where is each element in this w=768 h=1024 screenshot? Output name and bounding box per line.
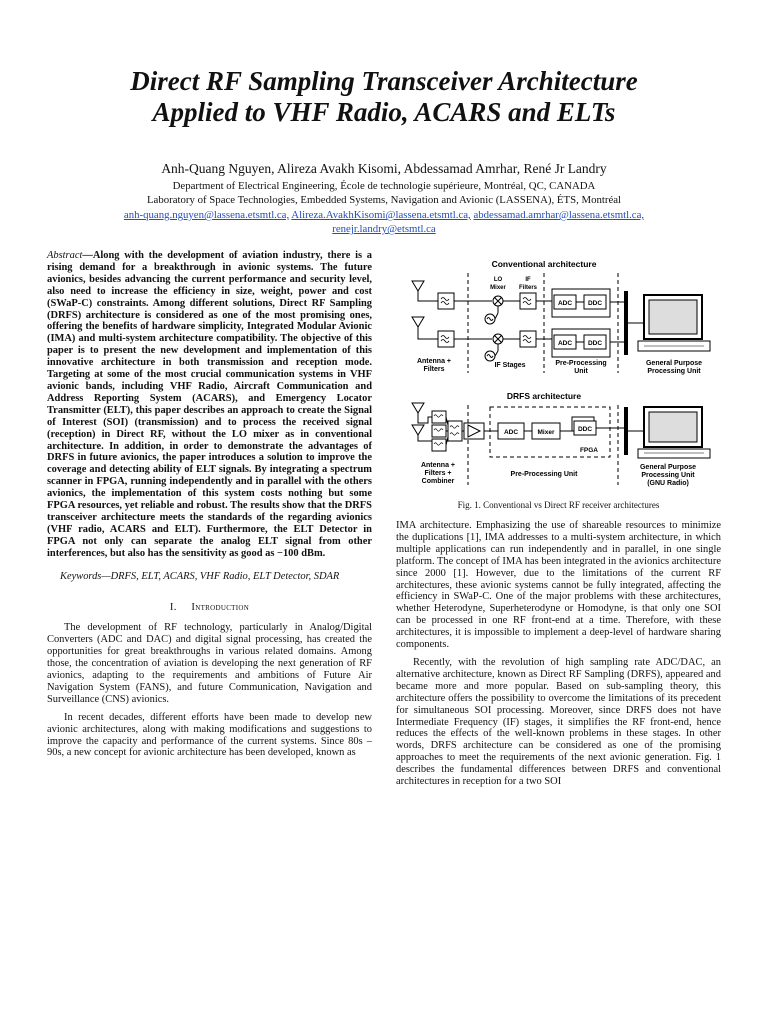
lo-mixer-label-2: Mixer: [490, 285, 506, 291]
drfs-antenna-icons: [412, 403, 432, 441]
section-number: I.: [169, 602, 177, 614]
author-list: Anh-Quang Nguyen, Alireza Avakh Kisomi, Abdessamad Amrhar, René Jr Landry: [161, 161, 607, 176]
email-link[interactable]: anh-quang.nguyen@lassena.etsmtl.ca,: [123, 209, 290, 221]
label-gppu-drfs: General Purpose: [639, 464, 697, 471]
conv-preprocessing-block: [552, 289, 624, 357]
label-if-stages: IF Stages: [494, 362, 526, 369]
drfs-filters: [432, 411, 462, 451]
ddc-label: DDC: [587, 300, 603, 307]
drfs-title: DRFS architecture: [506, 391, 582, 401]
conv-computer-icon: [624, 291, 710, 355]
label-antenna-combiner-3: Combiner: [421, 478, 455, 485]
label-antenna-filters: Antenna +: [416, 358, 452, 365]
drfs-ddc-label: DDC: [577, 426, 593, 433]
label-antenna-combiner: Antenna +: [420, 462, 456, 469]
label-antenna-filters-2: Filters: [423, 366, 445, 373]
abstract-text: —Along with the development of aviation industry, there is a rising demand for a breakthrough in avionic systems. The future avionics, besides advancing the current performance and security level, also need to increase the efficiency in size, weight, power and cost (SWaP-C) constraints. Among different solutions, Direct RF Sampling (DRFS) architecture is considered as one of the most promising ones, offering the benefits of hardware simplicity, Integrated Modular Avionic (IMA) and multi-system architecture compatibility. The objective of this paper is to present the new development and implementation of this innovative architecture in both transmission and reception mode. Targeting at some of the most crucial communication systems in VHF avionic bands, including VHF Radio, Aircraft Communication and Address Reporting System (ACARS), and Emergency Locator Transmitter (ELT), this paper describes an approach to create the Signal of Interest (SOI) (transmission) and to process the received signal (reception) in Direct RF, without the LO mixer as in conventional architecture. In addition, in order to demonstrate the advantages of DRFS in future avionics, the paper introduces a solution to improve the coverage and detecting ability of ELT signals. By integrating a spectrum scanner in FPGA, running independently and in parallel with the others avionics, the implementation of this system costs nothing but some FPGA resources, yet reliable and robust. The results show that the DRFS transceiver architecture meets the standards of the regarding avionics (VHF radio, ACARS and ELT). Furthermore, the ELT Detector in FPGA not only can separate the analog ELT signal from other interferences, but also has the sensitivity as good as −100 dBm.: [47, 250, 372, 559]
label-gppu-drfs-2: Processing Unit: [641, 472, 695, 479]
drfs-mixer-label: Mixer: [537, 429, 555, 436]
intro-paragraph-2: In recent decades, different efforts have been made to develop new avionic architectures, along with making modifications and suggestions to improve the capacity and performance of the current systems. Since 80s – 90s, a new concept for avionic architecture has been developed, known as: [47, 711, 372, 759]
drfs-amplifier-icon: [462, 423, 498, 439]
title-line-2: Applied to VHF Radio, ACARS and ELTs: [152, 97, 616, 127]
conv-rf-filters: [438, 293, 454, 347]
conv-mixers: [454, 296, 520, 361]
author-emails: [0, 208, 768, 236]
drfs-adc-label: ADC: [503, 429, 519, 436]
architecture-diagram: [398, 253, 728, 503]
label-antenna-combiner-2: Filters +: [424, 470, 452, 477]
figure-caption: Fig. 1. Conventional vs Direct RF receiver architectures: [457, 500, 660, 510]
label-preproc-conv: Pre-Processing: [555, 360, 607, 367]
conv-if-filters: [520, 293, 554, 347]
email-link[interactable]: abdessamad.amrhar@lassena.etsmtl.ca,: [473, 209, 645, 221]
email-link[interactable]: renejr.landry@etsmtl.ca: [332, 223, 436, 235]
adc-label: ADC: [557, 340, 573, 347]
adc-label: ADC: [557, 300, 573, 307]
label-gppu-drfs-3: (GNU Radio): [647, 480, 689, 487]
abstract-lead: Abstract: [47, 250, 83, 261]
affiliation-2: Laboratory of Space Technologies, Embedded Systems, Navigation and Avionic (LASSENA), ÉTS, Montréal: [146, 194, 622, 206]
left-column: [47, 250, 372, 765]
paper-title: [0, 66, 768, 128]
label-gppu-conv-2: Processing Unit: [647, 368, 701, 375]
intro-paragraph-1: The development of RF technology, particularly in Analog/Digital Converters (ADC and DAC) and digital signal processing, has created the opportunities for great breakthroughs in various related domains. Among those, the concentration of aviation is developing the next generation of RF avionics, adapting to the requirements and ambitions of Future Air Navigation System (FANS), and future Communication, Navigation and Surveillance (CNS) avionics.: [47, 622, 372, 705]
label-gppu-conv: General Purpose: [645, 360, 703, 367]
right-paragraph-2: Recently, with the revolution of high sampling rate ADC/DAC, an alternative architecture, known as Direct RF Sampling (DRFS), appeared and became more and more popular. Based on sub-sampling theory, this architecture offers the possibility to overcome the limitations of its precedent for simultaneous SOI processing. Moreover, since DRFS does not have Intermediate Frequency (IF) stages, it simplifies the RF front-end, hence reduces the effects of the well-known problems in these stages. In other words, DRFS architecture can be considered as one of the promising approaches to meet the requirements of the next avionic generation. Fig. 1 describes the fundamental differences between DRFS and conventional architectures in reception for a two SOI: [396, 656, 721, 788]
if-filters-label: IF: [525, 277, 531, 283]
right-column: [396, 520, 721, 794]
abstract: [47, 250, 372, 560]
conv-title: Conventional architecture: [491, 259, 597, 269]
email-link[interactable]: Alireza.AvakhKisomi@lassena.etsmtl.ca,: [291, 209, 471, 221]
label-preproc-conv-2: Unit: [574, 368, 588, 375]
ddc-label: DDC: [587, 340, 603, 347]
right-paragraph-1: IMA architecture. Emphasizing the use of shareable resources to minimize the duplications [1], IMA addresses to a multi-system architecture, in which multiple applications can run independently and in parallel, in one single platform. The concept of IMA has been integrated in the avionics architecture since 2000 [1]. However, due to the limitations of the current RF architectures, these avionic systems cannot be fully integrated, affecting the efficiency in SWaP-C. One of the major problems with these architectures, whether Heterodyne, Superheterodyne or Homodyne, is that only one SOI can be processed in one RF front-end at a time. Therefore, with these architectures, it is impossible to implement a deep-level of hardware sharing components.: [396, 520, 721, 651]
if-filters-label-2: Filters: [518, 285, 538, 291]
section-title: Introduction: [191, 602, 250, 614]
section-heading: [47, 602, 372, 614]
email-line-2: [0, 222, 768, 236]
fpga-label: FPGA: [579, 447, 598, 454]
drfs-chain: [498, 417, 624, 454]
figure-1: [398, 253, 728, 503]
keywords: Keywords—DRFS, ELT, ACARS, VHF Radio, ELT Detector, SDAR: [60, 570, 340, 582]
title-line-1: Direct RF Sampling Transceiver Architecture: [130, 66, 638, 96]
lo-mixer-label: LO: [493, 277, 503, 283]
label-preproc-drfs: Pre-Processing Unit: [510, 471, 578, 478]
email-line-1: [0, 208, 768, 222]
affiliation-1: Department of Electrical Engineering, École de technologie supérieure, Montréal, QC, CANADA: [172, 180, 596, 192]
conv-antenna-icons: [412, 281, 438, 339]
drfs-computer-icon: [624, 407, 710, 458]
